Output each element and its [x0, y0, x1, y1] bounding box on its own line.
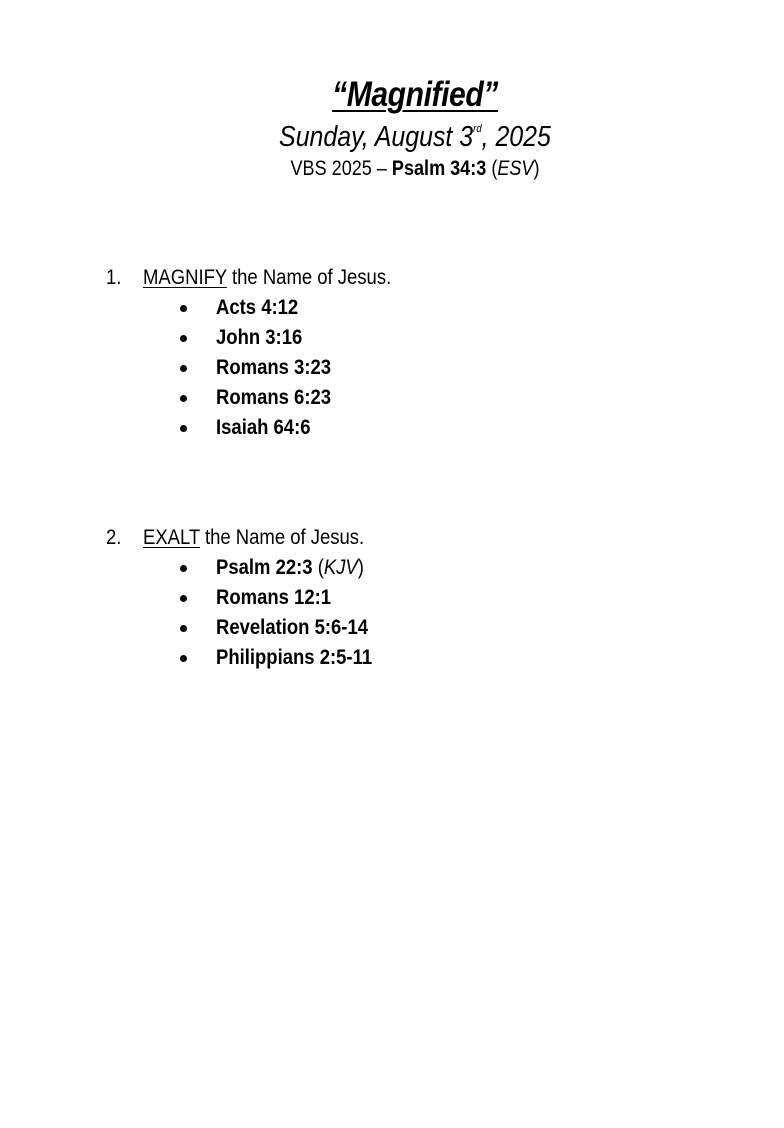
point-number: 1.: [106, 266, 122, 289]
bullet-icon: [180, 365, 187, 372]
scripture-reference: [0, 383, 784, 413]
bullet-icon: [180, 655, 187, 662]
point-rest: the Name of Jesus.: [199, 526, 365, 549]
point-2-heading: [0, 523, 784, 553]
bullet-icon: [180, 335, 187, 342]
note-open-paren: (: [312, 556, 324, 579]
sermon-date: [58, 119, 772, 155]
scripture-reference: [0, 583, 784, 613]
event-name: VBS 2025 –: [290, 157, 392, 180]
sermon-title: “Magnified”: [332, 75, 498, 114]
reference-text: Romans 12:1: [216, 586, 332, 609]
scripture-reference: [0, 413, 784, 443]
bullet-icon: [180, 625, 187, 632]
reference-note: [313, 556, 364, 579]
translation: ESV: [497, 157, 534, 180]
date-ordinal-suffix: rd: [473, 123, 482, 135]
event-line: [58, 155, 772, 183]
point-1-references: [0, 293, 784, 443]
theme-verse: Psalm 34:3: [391, 157, 487, 180]
translation-close-paren: ): [533, 157, 540, 180]
bullet-icon: [180, 565, 187, 572]
point-2-references: [0, 553, 784, 673]
bullet-icon: [180, 395, 187, 402]
bullet-icon: [180, 305, 187, 312]
scripture-reference: [0, 323, 784, 353]
point-text: [143, 523, 364, 553]
date-text: Sunday, August 3: [279, 121, 474, 153]
date-year: , 2025: [481, 121, 551, 153]
reference-text: Revelation 5:6-14: [216, 616, 369, 639]
point-1-heading: [0, 263, 784, 293]
point-2-section: [0, 523, 784, 673]
bullet-icon: [180, 595, 187, 602]
point-number: 2.: [106, 526, 122, 549]
bullet-icon: [180, 425, 187, 432]
scripture-reference: [0, 553, 784, 583]
note-translation: KJV: [323, 556, 358, 579]
reference-text: [216, 553, 364, 583]
reference-text: Acts 4:12: [216, 296, 299, 319]
point-rest: the Name of Jesus.: [226, 266, 392, 289]
reference-text: Romans 3:23: [216, 356, 332, 379]
scripture-reference: [0, 293, 784, 323]
reference-verse: Psalm 22:3: [216, 556, 313, 579]
scripture-reference: [0, 643, 784, 673]
scripture-reference: [0, 353, 784, 383]
point-keyword: EXALT: [143, 526, 200, 549]
translation-open-paren: (: [486, 157, 498, 180]
reference-text: Philippians 2:5-11: [216, 646, 373, 669]
scripture-reference: [0, 613, 784, 643]
point-keyword: MAGNIFY: [143, 266, 227, 289]
point-text: [143, 263, 391, 293]
point-1-section: [0, 263, 784, 443]
note-close-paren: ): [357, 556, 364, 579]
reference-text: Romans 6:23: [216, 386, 332, 409]
reference-text: Isaiah 64:6: [216, 416, 311, 439]
reference-text: John 3:16: [216, 326, 303, 349]
sermon-header: [0, 72, 784, 183]
